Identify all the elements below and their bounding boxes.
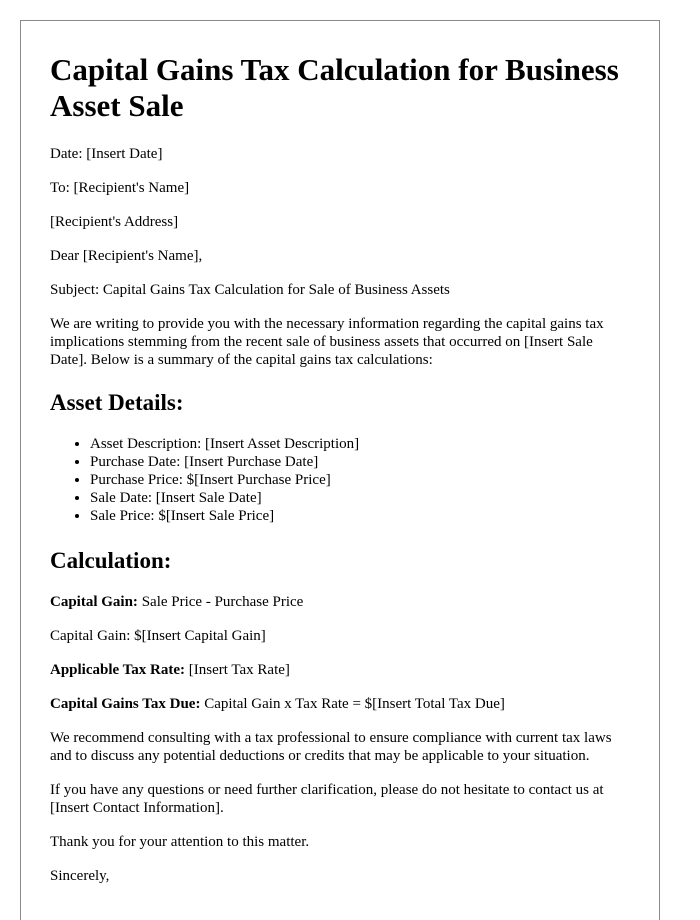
list-item: • Purchase Price: $[Insert Purchase Price] — [90, 471, 630, 489]
subject-line: Subject: Capital Gains Tax Calculation for Sale of Business Assets — [50, 282, 450, 298]
asset-details-heading: Asset Details: — [50, 390, 184, 415]
tax-rate-value: [Insert Tax Rate] — [185, 662, 290, 678]
intro-paragraph: We are writing to provide you with the necessary information regarding the capital gains tax implications stemming from the recent sale of business assets that occurred on [Insert Sale Date]. Below is a summary of the capital gains tax calculations: — [50, 316, 604, 368]
tax-due-line — [50, 695, 630, 713]
capital-gain-value-line: Capital Gain: $[Insert Capital Gain] — [50, 628, 266, 644]
date-line: Date: [Insert Date] — [50, 146, 163, 162]
asset-details-list — [50, 435, 630, 525]
tax-due-value: Capital Gain x Tax Rate = $[Insert Total Tax Due] — [200, 696, 505, 712]
capital-gain-formula-line — [50, 593, 630, 611]
list-item: • Sale Price: $[Insert Sale Price] — [90, 507, 630, 525]
capital-gain-label: Capital Gain: — [50, 594, 138, 610]
tax-due-label: Capital Gains Tax Due: — [50, 696, 201, 712]
list-item: • Purchase Date: [Insert Purchase Date] — [90, 453, 630, 471]
list-item: • Asset Description: [Insert Asset Description] — [90, 435, 630, 453]
recipient-name-line: To: [Recipient's Name] — [50, 180, 190, 196]
capital-gain-formula: Sale Price - Purchase Price — [137, 594, 304, 610]
tax-rate-line — [50, 661, 630, 679]
recipient-address-line: [Recipient's Address] — [50, 214, 179, 230]
questions-paragraph: If you have any questions or need further clarification, please do not hesitate to contact us at [Insert Contact Information]. — [50, 782, 604, 816]
list-item: • Sale Date: [Insert Sale Date] — [90, 489, 630, 507]
thanks-line: Thank you for your attention to this matter. — [50, 834, 310, 850]
letter-title: Capital Gains Tax Calculation for Business Asset Sale — [50, 52, 619, 123]
closing-line: Sincerely, — [50, 868, 110, 884]
recommendation-paragraph: We recommend consulting with a tax professional to ensure compliance with current tax laws and to discuss any potential deductions or credits that may be applicable to your situation. — [50, 730, 612, 764]
calculation-heading: Calculation: — [50, 548, 172, 573]
tax-rate-label: Applicable Tax Rate: — [50, 662, 186, 678]
letter-page — [20, 20, 660, 920]
salutation: Dear [Recipient's Name], — [50, 248, 203, 264]
